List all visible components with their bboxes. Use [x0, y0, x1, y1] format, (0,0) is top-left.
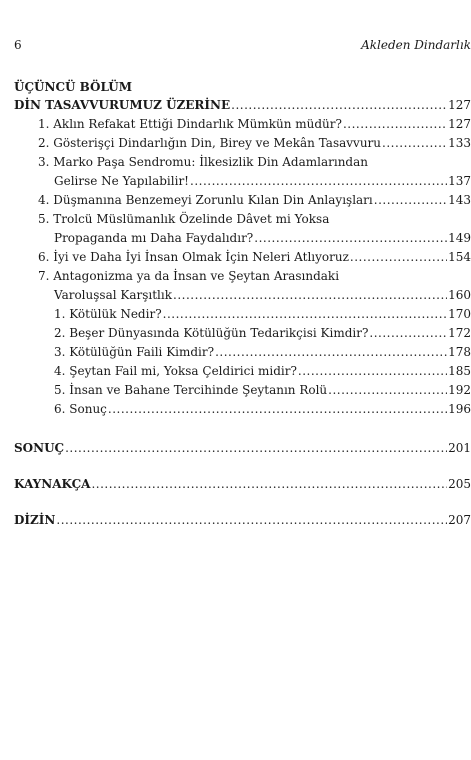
dot-leader — [374, 191, 447, 210]
toc-entry — [14, 172, 471, 191]
toc-entry-label: Gelirse Ne Yapılabilir! — [54, 174, 189, 188]
dot-leader — [254, 229, 447, 248]
toc-page-number: 178 — [448, 345, 471, 359]
toc-entry — [14, 115, 471, 134]
dot-leader — [108, 400, 447, 419]
toc-page-number: 192 — [448, 383, 471, 397]
toc-page-number: 154 — [448, 250, 471, 264]
toc-page-number: 143 — [448, 193, 471, 207]
toc-page-number: 127 — [448, 98, 471, 112]
toc-entry-label: SONUÇ — [14, 441, 65, 455]
dot-leader — [65, 439, 447, 458]
toc-entry-label: DİN TASAVVURUMUZ ÜZERİNE — [14, 98, 231, 112]
toc-entry-label: KAYNAKÇA — [14, 477, 91, 491]
toc-entry — [14, 229, 471, 248]
running-title: Akleden Dindarlık — [361, 38, 471, 52]
table-of-contents — [14, 78, 471, 530]
toc-subentry — [14, 400, 471, 419]
toc-page-number: 172 — [448, 326, 471, 340]
toc-subentry — [14, 381, 471, 400]
toc-entry — [14, 286, 471, 305]
toc-page-number: 133 — [448, 136, 471, 150]
toc-subentry — [14, 305, 471, 324]
dot-leader — [190, 172, 447, 191]
toc-entry-label: Propaganda mı Daha Faydalıdır? — [54, 231, 254, 245]
dot-leader — [350, 248, 447, 267]
toc-entry-main-heading — [14, 96, 471, 115]
toc-subentry — [14, 324, 471, 343]
toc-subentry — [14, 343, 471, 362]
toc-entry-label: Varoluşsal Karşıtlık — [54, 288, 172, 302]
toc-page-number: 149 — [448, 231, 471, 245]
toc-entry — [14, 134, 471, 153]
toc-entry-line1: 7. Antagonizma ya da İnsan ve Şeytan Arasındaki — [38, 269, 340, 283]
toc-entry-index — [14, 511, 471, 530]
dot-leader — [173, 286, 447, 305]
toc-entry-conclusion — [14, 439, 471, 458]
toc-entry-label: 6. Sonuç — [54, 402, 107, 416]
part-title: ÜÇÜNCÜ BÖLÜM — [14, 80, 132, 94]
toc-entry-line1: 5. Trolcü Müslümanlık Özelinde Dâvet mi Yoksa — [38, 212, 330, 226]
toc-entry-label: DİZİN — [14, 513, 56, 527]
toc-subentry — [14, 362, 471, 381]
dot-leader — [56, 511, 447, 530]
toc-entry-label: 3. Kötülüğün Faili Kimdir? — [54, 345, 215, 359]
toc-page-number: 201 — [448, 441, 471, 455]
dot-leader — [91, 475, 447, 494]
toc-entry — [14, 248, 471, 267]
dot-leader — [231, 96, 447, 115]
toc-page-number: 170 — [448, 307, 471, 321]
dot-leader — [298, 362, 447, 381]
toc-page-number: 137 — [448, 174, 471, 188]
toc-page-number: 205 — [448, 477, 471, 491]
toc-entry-bibliography — [14, 475, 471, 494]
toc-entry-label: 4. Düşmanına Benzemeyi Zorunlu Kılan Din Anlayışları — [38, 193, 373, 207]
toc-page-number: 207 — [448, 513, 471, 527]
toc-page-number: 127 — [448, 117, 471, 131]
toc-entry-label: 1. Kötülük Nedir? — [54, 307, 162, 321]
dot-leader — [369, 324, 447, 343]
page-number: 6 — [14, 38, 22, 52]
dot-leader — [163, 305, 447, 324]
toc-page-number: 185 — [448, 364, 471, 378]
toc-entry-label: 1. Aklın Refakat Ettiği Dindarlık Mümkün müdür? — [38, 117, 342, 131]
toc-entry-label: 5. İnsan ve Bahane Tercihinde Şeytanın Rolü — [54, 383, 328, 397]
toc-entry-label: 2. Gösterişçi Dindarlığın Din, Birey ve Mekân Tasavvuru — [38, 136, 382, 150]
toc-entry-line1: 3. Marko Paşa Sendromu: İlkesizlik Din Adamlarından — [38, 155, 368, 169]
toc-entry-label: 4. Şeytan Fail mi, Yoksa Çeldirici midir? — [54, 364, 297, 378]
dot-leader — [215, 343, 447, 362]
dot-leader — [343, 115, 447, 134]
toc-entry-label: 2. Beşer Dünyasında Kötülüğün Tedarikçisi Kimdir? — [54, 326, 369, 340]
toc-entry — [14, 191, 471, 210]
dot-leader — [382, 134, 447, 153]
toc-page-number: 196 — [448, 402, 471, 416]
toc-page-number: 160 — [448, 288, 471, 302]
toc-entry-label: 6. İyi ve Daha İyi İnsan Olmak İçin Neleri Atlıyoruz — [38, 250, 349, 264]
dot-leader — [328, 381, 447, 400]
page-header — [14, 38, 471, 54]
